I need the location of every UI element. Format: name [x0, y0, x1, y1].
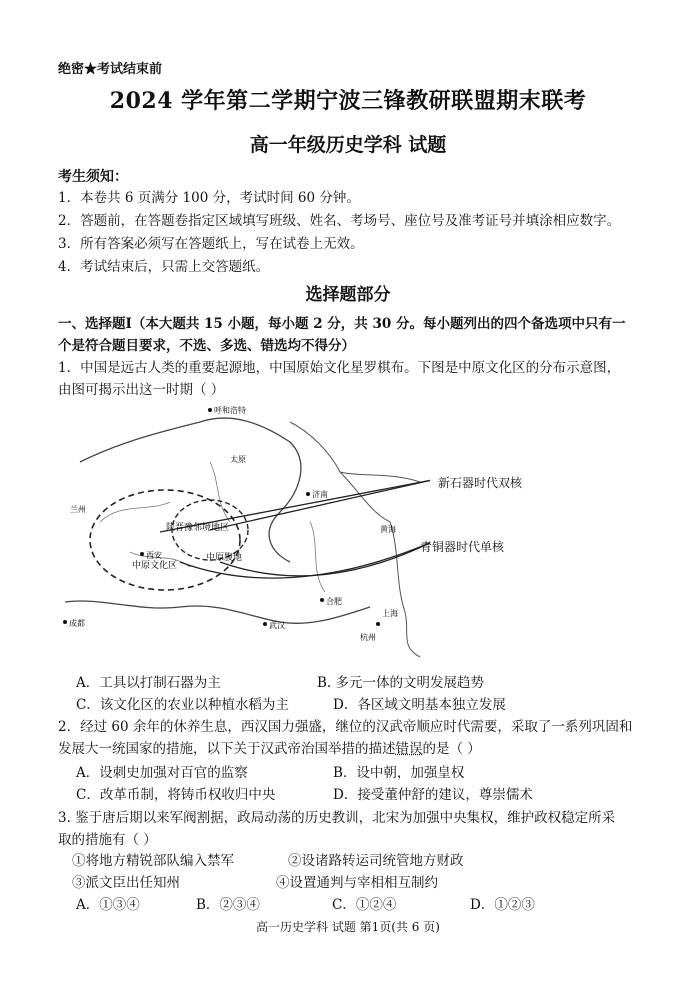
neolithic-arrow-line	[210, 480, 430, 530]
q1-option-d[interactable]: D．各区域文明基本独立发展	[333, 697, 506, 713]
city-dot	[376, 622, 380, 626]
map-label-central-culture: 中原文化区	[132, 561, 178, 571]
map-label-lanzhou: 兰州	[70, 505, 86, 514]
q1-stem-cont: 由图可揭示出这一时期（ ）	[58, 382, 225, 398]
exam-title: 2024 学年第二学期宁波三锋教研联盟期末联考	[109, 88, 587, 114]
q3-option-d[interactable]: D．①②③	[470, 897, 535, 913]
yellow-river-line	[80, 418, 301, 562]
q3-stem-cont: 取的措施有（ ）	[58, 832, 157, 848]
q1-option-c[interactable]: C．该文化区的农业以种植水稻为主	[76, 697, 289, 713]
page-footer: 高一历史学科 试题 第1页(共 6 页)	[256, 920, 440, 934]
q2-option-d[interactable]: D．接受董仲舒的建议，尊崇儒术	[333, 787, 533, 803]
q1-option-a[interactable]: A．工具以打制石器为主	[76, 675, 221, 691]
q3-stem: 3. 鉴于唐后期以来军阀割据，政局动荡的历史教训，北宋为加强中央集权，维护政权稳定所采	[58, 810, 616, 826]
yangtze-river-line	[65, 601, 370, 623]
section-title: 选择题部分	[305, 285, 391, 305]
q2-stem-emphasis: 错误	[395, 741, 423, 757]
q2-stem-part: 发展大一统国家的措施，以下关于汉武帝治国举措的描述	[58, 741, 396, 757]
map-label-shaanxi-region: 陕晋豫邻境地区	[166, 523, 230, 533]
city-dot	[306, 492, 310, 496]
map-label-central-core: 中原腹地	[206, 553, 243, 563]
map-label-hohhot: 呼和浩特	[214, 406, 246, 415]
map-label-taiyuan: 太原	[230, 455, 246, 464]
q3-item-2: ②设诸路转运司统管地方财政	[288, 853, 464, 869]
q3-option-c[interactable]: C．①②④	[332, 897, 397, 913]
map-annotation-bronze: 青铜器时代单核	[420, 540, 505, 554]
map-label-shanghai: 上海	[382, 609, 398, 618]
exam-subtitle: 高一年级历史学科 试题	[249, 134, 447, 156]
central-plains-map	[60, 402, 430, 660]
notice-item: 2．答题前，在答题卷指定区域填写班级、姓名、考场号、座位号及准考证号并填涂相应数字。	[58, 213, 621, 229]
q3-item-4: ④设置通判与宰相相互制约	[276, 875, 438, 891]
map-label-chengdu: 成都	[69, 619, 85, 628]
q3-option-a[interactable]: A．①③④	[76, 897, 140, 913]
notice-item: 4．考试结束后，只需上交答题纸。	[58, 259, 270, 275]
map-label-hefei: 合肥	[326, 597, 342, 606]
city-dot	[263, 622, 267, 626]
notice-item: 1．本卷共 6 页满分 100 分，考试时间 60 分钟。	[58, 190, 360, 206]
q2-stem-cont	[58, 737, 481, 757]
q2-option-c[interactable]: C．改革币制，将铸币权收归中央	[76, 787, 276, 803]
central-culture-region-outline	[90, 490, 243, 590]
q2-stem-part: 的是（ ）	[422, 741, 481, 757]
map-label-hangzhou: 杭州	[360, 633, 376, 642]
map-label-wuhan: 武汉	[269, 621, 285, 630]
part1-heading-cont: 个是符合题目要求，不选、多选、错选均不得分）	[58, 338, 355, 354]
confidential-mark: 绝密★考试结束前	[58, 62, 163, 77]
city-dot	[140, 552, 144, 556]
q1-option-b[interactable]: B. 多元一体的文明发展趋势	[317, 675, 485, 691]
q2-stem: 2．经过 60 余年的休养生息，西汉国力强盛，继位的汉武帝顺应时代需要，采取了一系列巩固和	[58, 719, 633, 735]
coastline-south	[390, 522, 420, 657]
q3-item-3: ③派文臣出任知州	[72, 875, 180, 891]
q1-stem: 1．中国是远古人类的重要起源地，中国原始文化星罗棋布。下图是中原文化区的分布示意图，	[58, 360, 621, 376]
city-dot	[63, 620, 67, 624]
bronze-arrow-line	[220, 542, 430, 576]
notice-item: 3．所有答案必须写在答题纸上，写在试卷上无效。	[58, 236, 364, 252]
notice-heading: 考生须知：	[58, 169, 128, 185]
q3-option-b[interactable]: B．②③④	[196, 897, 260, 913]
part1-heading: 一、选择题Ⅰ（本大题共 15 小题，每小题 2 分，共 30 分。每小题列出的四个备选项中只有一	[58, 316, 626, 332]
q2-option-a[interactable]: A．设刺史加强对百官的监察	[76, 765, 248, 781]
map-annotation-neolithic: 新石器时代双核	[438, 476, 523, 490]
city-dot	[320, 598, 324, 602]
q3-item-1: ①将地方精锐部队编入禁军	[72, 853, 234, 869]
q2-option-b[interactable]: B．设中朝，加强皇权	[333, 765, 465, 781]
city-dot	[208, 408, 212, 412]
map-label-jinan: 济南	[312, 490, 328, 499]
map-label-yellow-sea: 黄海	[380, 525, 396, 534]
map-label-xian: 西安	[146, 551, 162, 560]
